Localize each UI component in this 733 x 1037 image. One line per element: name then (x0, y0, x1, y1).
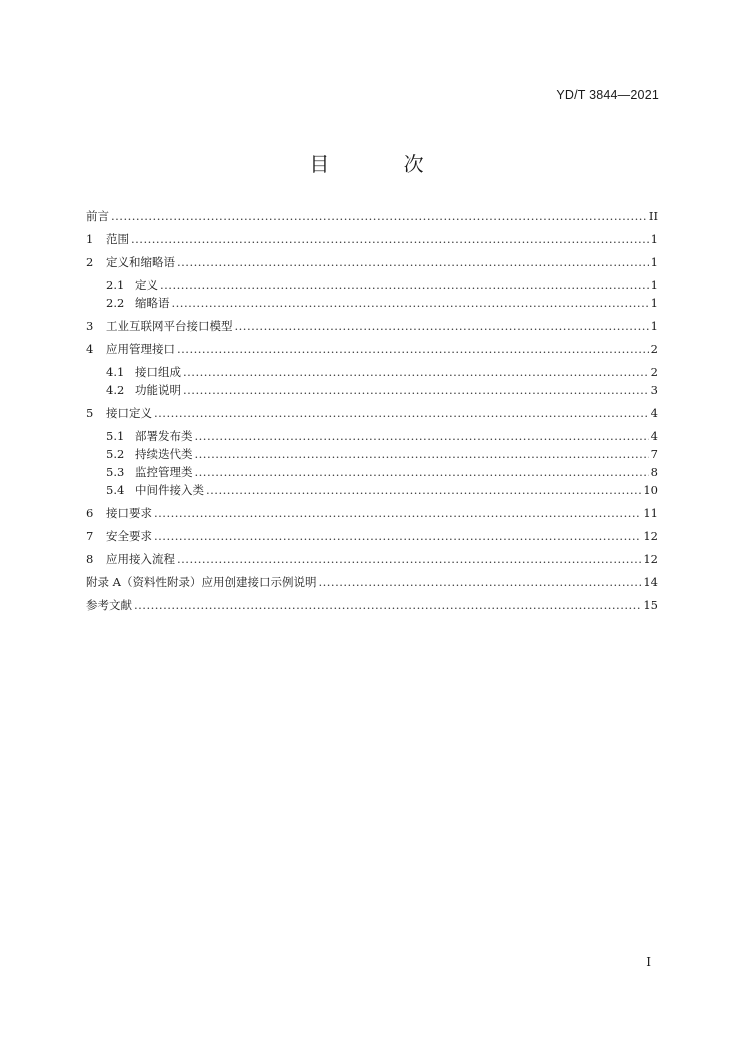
dot-leader (183, 381, 649, 399)
toc-entry-number: 2 (86, 255, 94, 269)
toc-entry[interactable] (86, 427, 658, 445)
toc-entry-title: 前言 (86, 209, 109, 223)
toc-entry[interactable] (86, 550, 658, 568)
toc-entry[interactable] (86, 253, 658, 271)
dot-leader (154, 504, 641, 522)
dot-leader (172, 294, 649, 312)
toc-entry-number: 6 (86, 506, 94, 520)
dot-leader (177, 253, 649, 271)
toc-entry-page: 15 (643, 598, 658, 612)
toc-entry-title: 范围 (106, 232, 129, 246)
toc-entry[interactable] (86, 207, 658, 225)
toc-entry[interactable] (86, 276, 658, 294)
toc-entry-title: 定义和缩略语 (106, 255, 175, 269)
toc-entry-number: 1 (86, 232, 94, 246)
toc-entry-number: 2.2 (106, 296, 125, 310)
toc-entry[interactable] (86, 445, 658, 463)
toc-entry[interactable] (86, 463, 658, 481)
toc-entry-page: 11 (643, 506, 658, 520)
toc-entry[interactable] (86, 363, 658, 381)
toc-entry-page: 1 (650, 255, 658, 269)
dot-leader (177, 340, 649, 358)
toc-entry[interactable] (86, 527, 658, 545)
toc-entry-page: 4 (650, 429, 658, 443)
toc-entry-number: 4 (86, 342, 94, 356)
table-of-contents (86, 207, 658, 614)
toc-entry-page: 12 (643, 529, 658, 543)
toc-entry-number: 5.2 (106, 447, 125, 461)
toc-entry-number: 4.2 (106, 383, 125, 397)
toc-entry[interactable] (86, 504, 658, 522)
toc-entry[interactable] (86, 481, 658, 499)
dot-leader (131, 230, 649, 248)
toc-entry-number: 7 (86, 529, 94, 543)
toc-entry-number: 5 (86, 406, 94, 420)
toc-entry[interactable] (86, 317, 658, 335)
toc-entry[interactable] (86, 573, 658, 591)
toc-entry-number: 5.4 (106, 483, 125, 497)
dot-leader (177, 550, 641, 568)
dot-leader (235, 317, 649, 335)
toc-entry[interactable] (86, 596, 658, 614)
toc-entry-number: 3 (86, 319, 94, 333)
toc-entry-page: 1 (650, 319, 658, 333)
toc-entry[interactable] (86, 294, 658, 312)
toc-entry-page: 2 (650, 365, 658, 379)
toc-entry-title: 定义 (135, 278, 158, 292)
standard-code: YD/T 3844—2021 (556, 88, 659, 102)
toc-entry-title: 附录 A（资料性附录）应用创建接口示例说明 (86, 575, 317, 589)
toc-entry-title: 功能说明 (135, 383, 181, 397)
dot-leader (154, 527, 641, 545)
toc-entry-title: 参考文献 (86, 598, 132, 612)
toc-entry-page: 8 (650, 465, 658, 479)
toc-entry-title: 持续迭代类 (135, 447, 193, 461)
toc-entry-title: 缩略语 (135, 296, 170, 310)
dot-leader (183, 363, 649, 381)
dot-leader (160, 276, 649, 294)
toc-entry-title: 接口定义 (106, 406, 152, 420)
toc-entry-title: 应用接入流程 (106, 552, 175, 566)
toc-entry-title: 中间件接入类 (135, 483, 204, 497)
toc-entry-page: 1 (650, 278, 658, 292)
toc-entry-page: II (648, 209, 658, 223)
dot-leader (111, 207, 647, 225)
toc-entry-title: 接口组成 (135, 365, 181, 379)
toc-entry[interactable] (86, 230, 658, 248)
toc-entry-page: 10 (643, 483, 658, 497)
toc-entry-title: 应用管理接口 (106, 342, 175, 356)
toc-entry-number: 5.3 (106, 465, 125, 479)
dot-leader (195, 427, 649, 445)
toc-entry-page: 12 (643, 552, 658, 566)
dot-leader (195, 463, 649, 481)
page-title: 目 次 (309, 152, 458, 176)
dot-leader (154, 404, 649, 422)
toc-entry-title: 接口要求 (106, 506, 152, 520)
toc-entry-page: 2 (650, 342, 658, 356)
toc-entry[interactable] (86, 381, 658, 399)
toc-entry-page: 1 (650, 296, 658, 310)
toc-entry-number: 5.1 (106, 429, 125, 443)
toc-entry-number: 4.1 (106, 365, 125, 379)
dot-leader (195, 445, 649, 463)
toc-entry-page: 14 (643, 575, 658, 589)
toc-entry[interactable] (86, 340, 658, 358)
toc-entry-title: 部署发布类 (135, 429, 193, 443)
dot-leader (206, 481, 641, 499)
toc-entry-title: 安全要求 (106, 529, 152, 543)
toc-entry-page: 4 (650, 406, 658, 420)
page-number: I (646, 955, 651, 969)
toc-entry-number: 8 (86, 552, 94, 566)
dot-leader (134, 596, 641, 614)
toc-entry-page: 7 (650, 447, 658, 461)
toc-entry-title: 监控管理类 (135, 465, 193, 479)
toc-entry-page: 1 (650, 232, 658, 246)
toc-entry-page: 3 (650, 383, 658, 397)
toc-entry[interactable] (86, 404, 658, 422)
toc-entry-number: 2.1 (106, 278, 125, 292)
toc-entry-title: 工业互联网平台接口模型 (106, 319, 233, 333)
dot-leader (318, 573, 641, 591)
